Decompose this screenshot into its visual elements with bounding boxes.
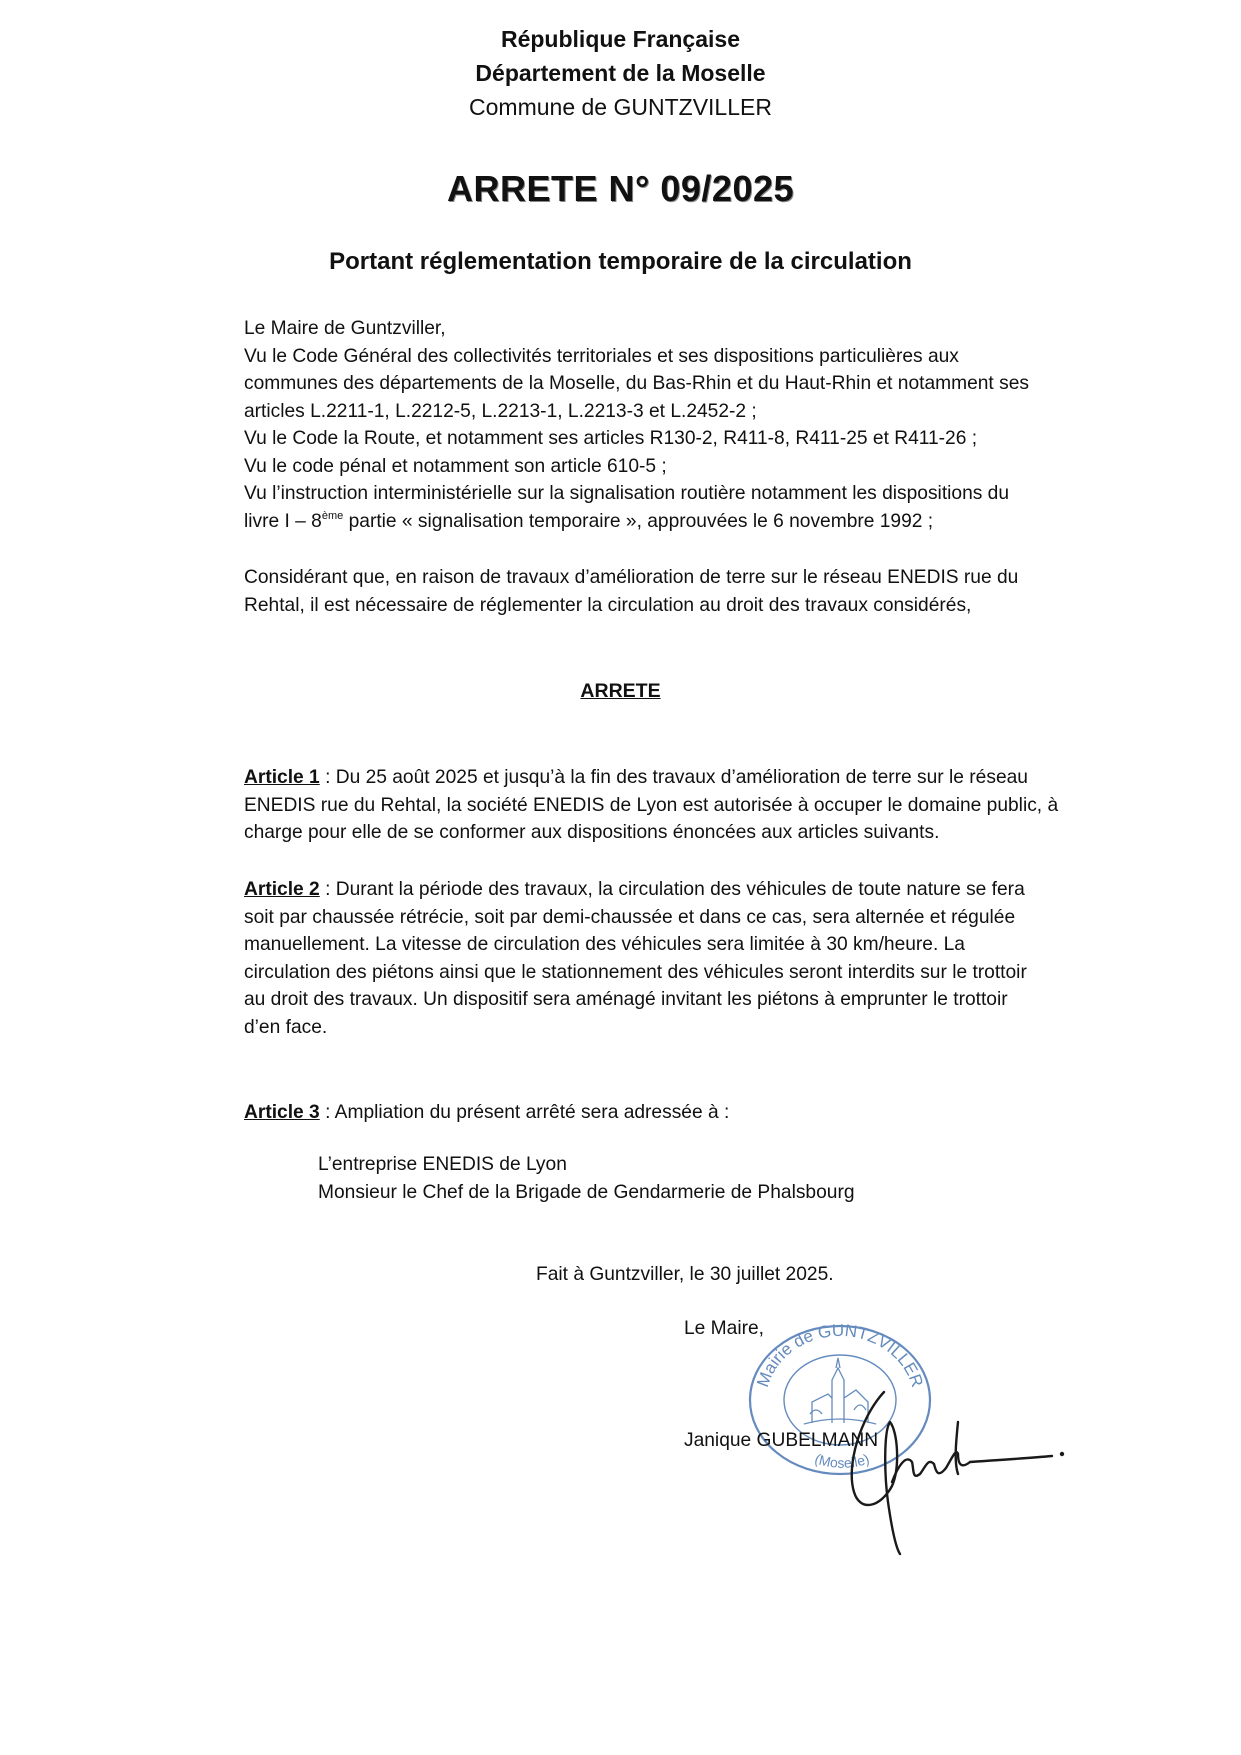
article-line: ENEDIS rue du Rehtal, la société ENEDIS de Lyon est autorisée à occuper le domaine public, à [244,794,1059,816]
visa-line: articles L.2211-1, L.2212-5, L.2213-1, L.2213-3 et L.2452-2 ; [244,400,757,422]
visa-text: livre I – 8 [244,510,322,532]
recipient-item: Monsieur le Chef de la Brigade de Gendarmerie de Phalsbourg [318,1182,855,1203]
article-line [244,1099,1124,1127]
considerant-line: Rehtal, il est nécessaire de réglementer la circulation au droit des travaux considérés, [244,594,972,616]
visa-line: Vu le Code Général des collectivités territoriales et ses dispositions particulières aux [244,345,959,367]
article-text: : Du 25 août 2025 et jusqu’à la fin des travaux d’amélioration de terre sur le réseau [319,767,1028,788]
header-departement: Département de la Moselle [475,60,766,86]
recipients-list [318,1151,855,1207]
article-line: soit par chaussée rétrécie, soit par demi-chaussée et dans ce cas, sera alternée et régulée [244,906,1016,928]
article-label: Article 3 [244,1102,320,1123]
article-3 [244,1099,1124,1127]
article-line: circulation des piétons ainsi que le stationnement des véhicules seront interdits sur le trottoir [244,961,1027,983]
visa-text: partie « signalisation temporaire », approuvées le 6 novembre 1992 ; [343,510,934,532]
article-label: Article 1 [244,767,320,788]
considerant-section [244,564,1124,619]
article-text: : Ampliation du présent arrêté sera adressée à : [319,1102,730,1123]
article-line: d’en face. [244,1016,328,1038]
article-line [244,764,1124,792]
signature-role: Le Maire, [684,1318,764,1339]
article-1 [244,764,1124,847]
ordinal-superscript: ème [321,509,344,522]
article-text: : Durant la période des travaux, la circulation des véhicules de toute nature se fera [319,879,1025,900]
document-subtitle: Portant réglementation temporaire de la circulation [329,248,912,275]
stamp-bottom-text: (Moselle) [812,1450,872,1471]
considerant-line: Considérant que, en raison de travaux d’amélioration de terre sur le réseau ENEDIS rue du [244,567,1019,588]
arrete-heading: ARRETE [580,680,661,702]
article-line: manuellement. La vitesse de circulation des véhicules sera limitée à 30 km/heure. La [244,934,965,955]
visa-line [244,508,1124,536]
visa-line: communes des départements de la Moselle, du Bas-Rhin et du Haut-Rhin et notamment ses [244,373,1029,394]
stamp-top-text: Mairie de GUNTZVILLER [753,1320,927,1390]
visa-line: Le Maire de Guntzviller, [244,318,446,339]
header-republique: République Française [500,26,740,52]
visa-line: Vu le Code la Route, et notamment ses articles R130-2, R411-8, R411-25 et R411-26 ; [244,428,978,449]
header-commune: Commune de GUNTZVILLER [469,94,772,120]
article-line [244,876,1124,904]
document-title: ARRETE N° 09/2025 [446,168,795,209]
article-line: au droit des travaux. Un dispositif sera aménagé invitant les piétons à emprunter le trottoir [244,989,1008,1010]
visa-line: Vu l’instruction interministérielle sur la signalisation routière notamment les dispositions du [244,483,1010,504]
signatory-name: Janique GUBELMANN [684,1430,879,1451]
article-line: charge pour elle de se conformer aux dispositions énoncées aux articles suivants. [244,822,940,843]
place-date-line: Fait à Guntzviller, le 30 juillet 2025. [536,1264,834,1285]
article-2 [244,876,1124,1041]
visas-section [244,315,1124,535]
recipient-item: L’entreprise ENEDIS de Lyon [318,1154,567,1175]
handwritten-signature [840,1362,1072,1562]
visa-line: Vu le code pénal et notamment son article 610-5 ; [244,455,667,477]
article-label: Article 2 [244,879,320,900]
